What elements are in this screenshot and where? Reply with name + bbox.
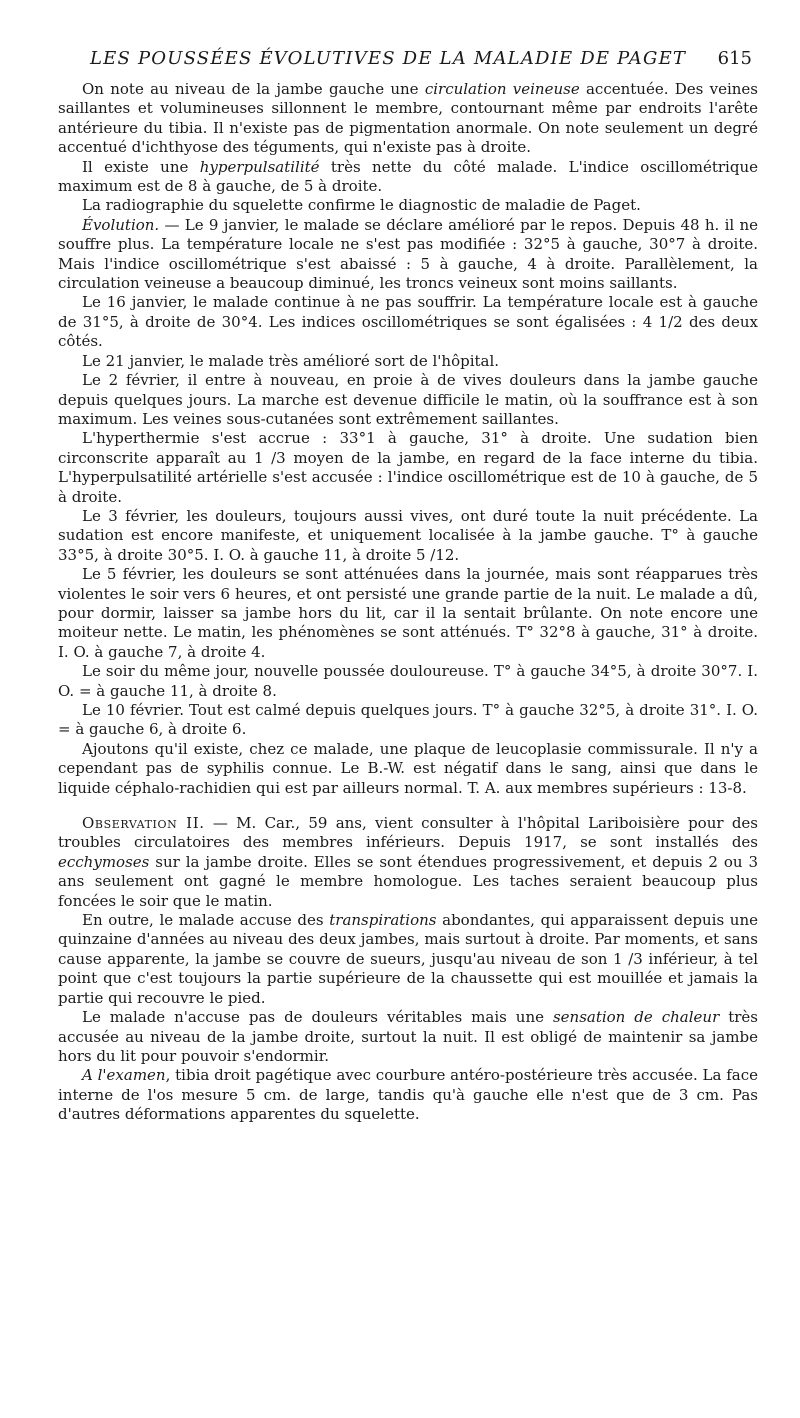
paragraph <box>58 1066 758 1124</box>
emphasis-run: A l'examen <box>82 1066 166 1085</box>
page-header <box>60 48 752 72</box>
paragraph <box>58 216 758 294</box>
paragraph <box>58 80 758 158</box>
paragraph <box>58 662 758 701</box>
text-run: très accusée au niveau de la jambe droite, surtout la nuit. Il est obligé de maintenir sa jambe hors du lit pour pouvoir s'endormir. <box>58 1008 758 1065</box>
paragraph <box>58 429 758 507</box>
text-run: — M. Car., 59 ans, vient consulter à l'hôpital Lariboisière pour des troubles circulatoires des membres inférieurs. Depuis 1917, se sont installés des <box>58 814 758 852</box>
emphasis-run: Évolution. <box>82 215 160 234</box>
text-run: En outre, le malade accuse des <box>82 911 330 930</box>
text-run: Le 3 février, les douleurs, toujours aussi vives, ont duré toute la nuit précédente. La sudation est encore manifeste, et uniquement localisée à la jambe gauche. T° à gauche 33°5, à droite 30°5. I. O. à gauche 11, à droite 5 /12. <box>58 506 758 564</box>
text-run: Le 21 janvier, le malade très amélioré sort de l'hôpital. <box>82 351 500 370</box>
paragraph <box>58 352 758 371</box>
emphasis-run: hyperpulsatilité <box>199 157 320 176</box>
paragraph <box>58 293 758 351</box>
text-run: Le soir du même jour, nouvelle poussée douloureuse. T° à gauche 34°5, à droite 30°7. I. O. = à gauche 11, à droite 8. <box>58 662 758 700</box>
text-run: , tibia droit pagétique avec courbure antéro-postérieure très accusée. La face interne de l'os mesure 5 cm. de large, tandis qu'à gauche elle n'est que de 3 cm. Pas d'autres déformations apparentes du squelette. <box>58 1066 758 1124</box>
text-run: abondantes, qui apparaissent depuis une quinzaine d'années au niveau des deux jambes, mais surtout à droite. Par moments, et sans cause apparente, la jambe se couvre de sueurs, jusqu'au niveau de son 1 /3 inférieur, à tel point que c'est toujours la partie supérieure de la chaussette qui est mouillée et jamais la partie qui recouvre le pied. <box>58 911 758 1007</box>
paragraph <box>58 196 758 215</box>
emphasis-run: transpirations <box>329 911 437 930</box>
text-run: très nette du côté malade. L'indice oscillométrique maximum est de 8 à gauche, de 5 à droite. <box>58 157 758 196</box>
paragraph <box>58 740 758 798</box>
text-run: — Le 9 janvier, le malade se déclare amélioré par le repos. Depuis 48 h. il ne souffre plus. La température locale ne s'est pas modifiée : 32°5 à gauche, 30°7 à droite. Mais l'indice oscillométrique s'est abaissé : 5 à gauche, 4 à droite. Parallèlement, la circulation veineuse a beaucoup diminué, les troncs veineux sont moins saillants. <box>58 215 758 293</box>
section-heading: Observation II. <box>82 814 205 833</box>
text-run: accentuée. Des veines saillantes et volumineuses sillonnent le membre, contournant même par endroits l'arête antérieure du tibia. Il n'existe pas de pigmentation anormale. On note seulement un degré accentué d'ichthyose des téguments, qui n'existe pas à droite. <box>58 80 758 157</box>
text-run: Le 2 février, il entre à nouveau, en proie à de vives douleurs dans la jambe gauche depuis quelques jours. La marche est devenue difficile le matin, où la souffrance est à son maximum. Les veines sous-cutanées sont extrêmement saillantes. <box>58 371 758 428</box>
text-run: sur la jambe droite. Elles se sont étendues progressivement, et depuis 2 ou 3 ans seulement ont gagné le membre homologue. Les taches seraient beaucoup plus foncées le soir que le matin. <box>58 852 758 910</box>
paragraph <box>58 814 758 911</box>
text-run: Le 5 février, les douleurs se sont atténuées dans la journée, mais sont réapparues très violentes le soir vers 6 heures, et ont persisté une grande partie de la nuit. Le malade a dû, pour dormir, laisser sa jambe hors du lit, car il la sentait brûlante. On note encore une moiteur nette. Le matin, les phénomènes se sont atténués. T° 32°8 à gauche, 31° à droite. I. O. à gauche 7, à droite 4. <box>58 565 758 661</box>
paragraph <box>58 158 758 197</box>
paragraph <box>58 507 758 565</box>
page-number: 615 <box>717 48 752 69</box>
paragraph <box>58 911 758 1008</box>
emphasis-run: sensation de chaleur <box>552 1008 720 1027</box>
paragraph <box>58 1008 758 1066</box>
text-run: L'hyperthermie s'est accrue : 33°1 à gauche, 31° à droite. Une sudation bien circonscrite apparaît au 1 /3 moyen de la jambe, en regard de la face interne du tibia. L'hyperpulsatilité artérielle s'est accusée : l'indice oscillométrique est de 10 à gauche, de 5 à droite. <box>58 429 758 506</box>
emphasis-run: ecchymoses <box>58 852 150 871</box>
text-run: Ajoutons qu'il existe, chez ce malade, une plaque de leucoplasie commissurale. Il n'y a cependant pas de syphilis connue. Le B.-W. est négatif dans le sang, ainsi que dans le liquide céphalo-rachidien qui est par ailleurs normal. T. A. aux membres supérieurs : 13-8. <box>58 739 758 797</box>
paragraph <box>58 565 758 662</box>
text-run: Il existe une <box>82 157 200 176</box>
body-text <box>58 80 758 1125</box>
text-run: La radiographie du squelette confirme le diagnostic de maladie de Paget. <box>82 196 641 215</box>
text-run: Le 10 février. Tout est calmé depuis quelques jours. T° à gauche 32°5, à droite 31°. I. O. = à gauche 6, à droite 6. <box>58 701 758 739</box>
paragraph <box>58 701 758 740</box>
running-title: LES POUSSÉES ÉVOLUTIVES DE LA MALADIE DE PAGET <box>90 48 687 69</box>
text-run: On note au niveau de la jambe gauche une <box>82 80 425 98</box>
paragraph <box>58 371 758 429</box>
text-run: Le malade n'accuse pas de douleurs véritables mais une <box>82 1008 553 1027</box>
emphasis-run: circulation veineuse <box>424 80 580 98</box>
text-run: Le 16 janvier, le malade continue à ne pas souffrir. La température locale est à gauche de 31°5, à droite de 30°4. Les indices oscillométriques se sont égalisées : 4 1/2 des deux côtés. <box>58 293 758 351</box>
